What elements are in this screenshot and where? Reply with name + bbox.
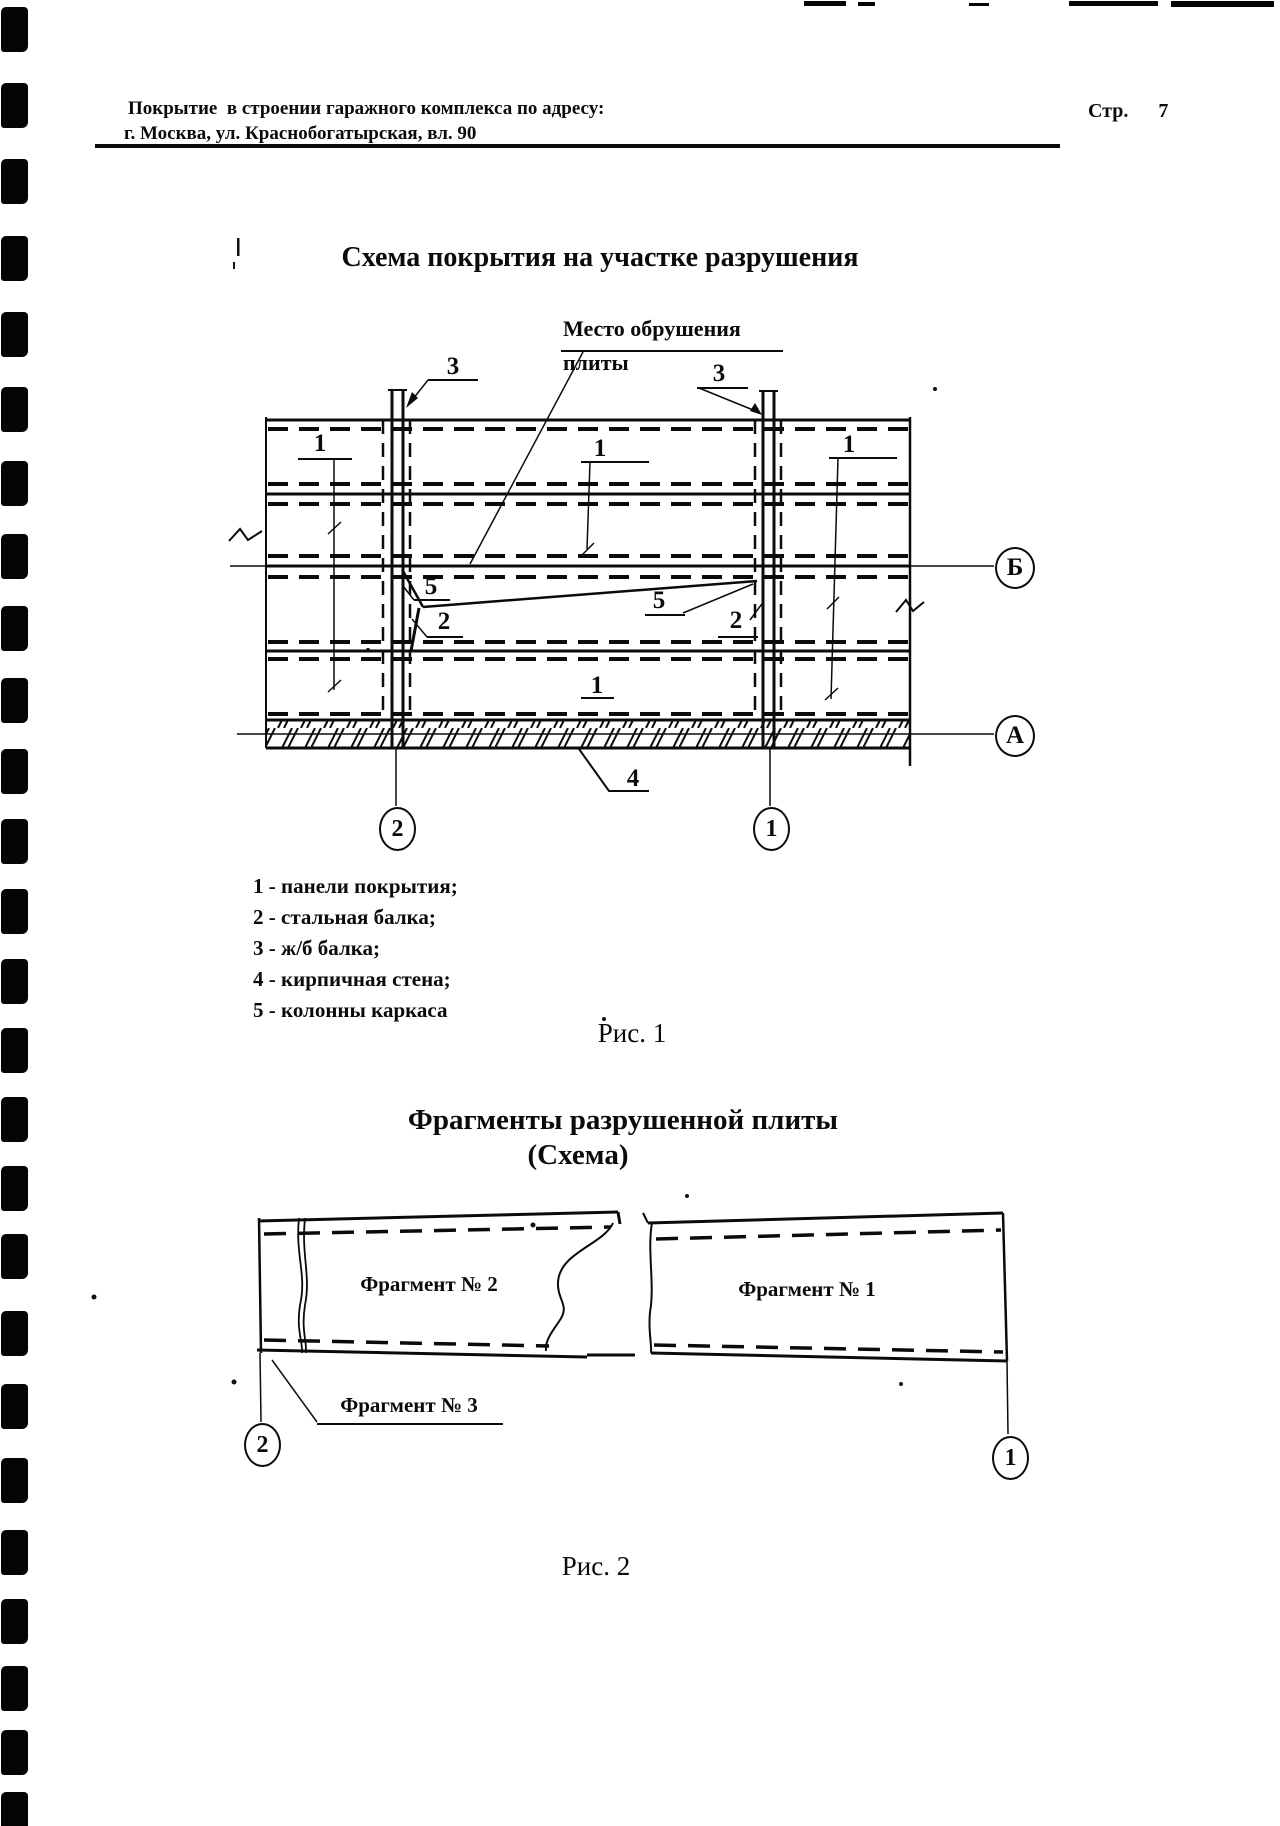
- scan-edge-marks: [804, 1, 1274, 7]
- figure2-title-line2: (Схема): [527, 1139, 629, 1171]
- binding-hole: [1, 159, 28, 204]
- legend-line-5: 5 - колонны каркаса: [253, 998, 448, 1022]
- binding-hole: [1, 1792, 28, 1826]
- figure2-caption: Рис. 2: [561, 1551, 631, 1581]
- binding-hole: [1, 1097, 28, 1142]
- legend-line-4: 4 - кирпичная стена;: [253, 967, 451, 991]
- binding-hole: [1, 959, 28, 1004]
- axis-a-letter: А: [1005, 722, 1025, 749]
- binding-hole: [1, 1311, 28, 1356]
- binding-hole: [1, 678, 28, 723]
- binding-hole: [1, 1166, 28, 1211]
- page-number-value: 7: [1158, 100, 1169, 122]
- figure1-drawing: [229, 351, 994, 806]
- binding-hole: [1, 312, 28, 357]
- header-rule: [95, 144, 1060, 148]
- legend-line-2: 2 - стальная балка;: [253, 905, 436, 929]
- header-line2: г. Москва, ул. Краснобогатырская, вл. 90: [124, 123, 477, 144]
- grid-drop-lines: [396, 748, 770, 806]
- legend-line-1: 1 - панели покрытия;: [253, 874, 458, 898]
- binding-hole: [1, 7, 28, 52]
- binding-hole: [1, 1028, 28, 1073]
- column-axis2: [383, 390, 410, 748]
- page-number: [1088, 100, 1168, 123]
- legend-line-3: 3 - ж/б балка;: [253, 936, 381, 960]
- axis-bubble-a: [995, 715, 1035, 757]
- figure1-caption: Рис. 1: [597, 1018, 667, 1048]
- binding-hole: [1, 236, 28, 281]
- label-column-left: 5: [424, 573, 438, 600]
- binding-hole: [1, 461, 28, 506]
- grid-2-label: 2: [391, 815, 404, 842]
- grid-bubble-1-fig1: [753, 807, 790, 851]
- label-panel-left: 1: [313, 430, 327, 457]
- header-line1: Покрытие в строении гаражного комплекса по адресу:: [128, 98, 605, 119]
- label-column-right: 5: [652, 587, 666, 614]
- label-steel-beam-left: 2: [437, 608, 451, 635]
- binding-hole: [1, 819, 28, 864]
- grid-1-label: 1: [765, 815, 778, 842]
- label-steel-beam-right: 2: [729, 607, 743, 634]
- fragment3-label: Фрагмент № 3: [340, 1393, 478, 1417]
- binding-hole: [1, 1599, 28, 1644]
- binding-hole: [1, 889, 28, 934]
- binding-hole: [1, 534, 28, 579]
- label-panel-right: 1: [842, 431, 856, 458]
- binding-hole: [1, 83, 28, 128]
- binding-hole: [1, 1458, 28, 1503]
- grid-bubble-1-fig2: [992, 1436, 1029, 1480]
- collapse-callout-line2: плиты: [563, 350, 629, 375]
- label-panel-middle: 1: [593, 435, 607, 462]
- figure2-title-line1: Фрагменты разрушенной плиты: [407, 1104, 839, 1136]
- axis-b-letter: Б: [1006, 554, 1024, 581]
- binding-hole: [1, 1730, 28, 1775]
- label-rc-beam-right: 3: [712, 360, 726, 387]
- column-axis1: [755, 391, 781, 748]
- binding-hole: [1, 1530, 28, 1575]
- label-rc-beam-left: 3: [446, 353, 460, 380]
- collapse-callout-line1: Место обрушения: [563, 316, 741, 341]
- grid-2-label-fig2: 2: [256, 1431, 269, 1458]
- fragment1-label: Фрагмент № 1: [738, 1277, 876, 1301]
- binding-hole: [1, 1666, 28, 1711]
- grid-bubble-2-fig1: [379, 807, 416, 851]
- binding-hole: [1, 1384, 28, 1429]
- fragment2-label: Фрагмент № 2: [360, 1272, 498, 1296]
- axis-bubble-b: [995, 547, 1035, 589]
- label-panel-bottom: 1: [590, 672, 604, 699]
- binding-hole: [1, 606, 28, 651]
- binding-hole: [1, 749, 28, 794]
- figure1-title: Схема покрытия на участке разрушения: [341, 242, 859, 273]
- binding-hole: [1, 1234, 28, 1279]
- brick-wall-hatch: [266, 720, 910, 748]
- binding-hole: [1, 387, 28, 432]
- grid-1-label-fig2: 1: [1004, 1444, 1017, 1471]
- page-number-label: Стр.: [1088, 100, 1129, 122]
- collapse-callout-leader: [470, 351, 783, 564]
- grid-bubble-2-fig2: [244, 1423, 281, 1467]
- label-wall: 4: [626, 765, 640, 792]
